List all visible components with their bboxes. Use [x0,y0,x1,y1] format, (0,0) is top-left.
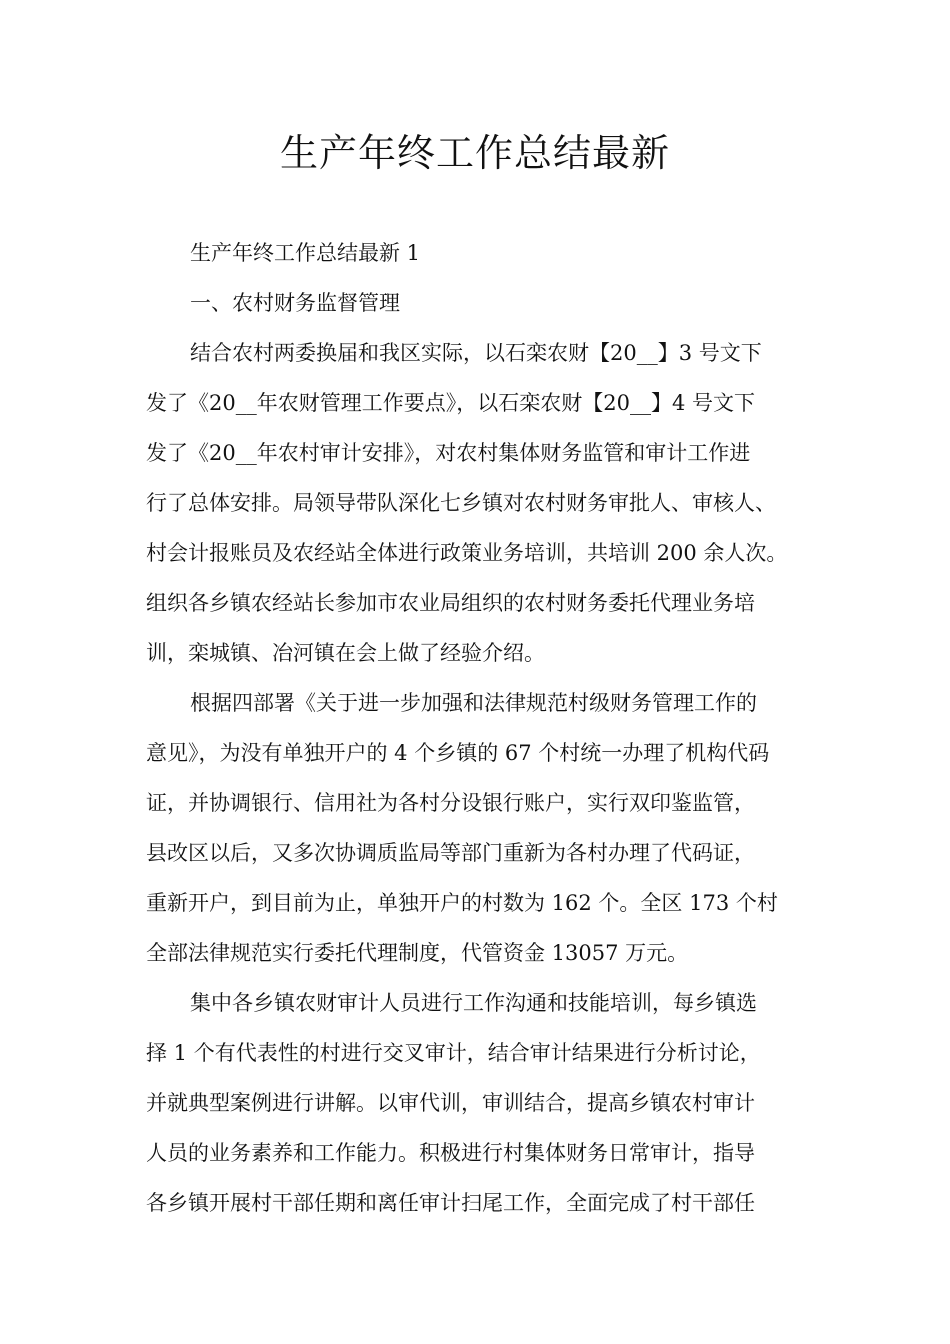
paragraph-line: 全部法律规范实行委托代理制度，代管资金 13057 万元。 [146,941,689,965]
paragraph-line: 结合农村两委换届和我区实际，以石栾农财【20__】3 号文下 [190,341,762,365]
paragraph-line: 集中各乡镇农财审计人员进行工作沟通和技能培训，每乡镇选 [190,991,757,1015]
paragraph-line: 根据四部署《关于进一步加强和法律规范村级财务管理工作的 [190,691,757,715]
paragraph-line: 行了总体安排。局领导带队深化七乡镇对农村财务审批人、审核人、 [146,491,776,515]
document-title: 生产年终工作总结最新 [279,131,670,175]
paragraph-line: 证，并协调银行、信用社为各村分设银行账户，实行双印鉴监管， [146,791,755,815]
paragraph [146,678,816,978]
document-body [146,228,816,1228]
paragraph-line: 组织各乡镇农经站长参加市农业局组织的农村财务委托代理业务培 [146,591,755,615]
paragraph-line: 村会计报账员及农经站全体进行政策业务培训，共培训 200 余人次。 [146,541,788,565]
paragraph-line: 县改区以后，又多次协调质监局等部门重新为各村办理了代码证， [146,841,755,865]
paragraph-line: 各乡镇开展村干部任期和离任审计扫尾工作，全面完成了村干部任 [146,1191,755,1215]
paragraph-line: 择 1 个有代表性的村进行交叉审计，结合审计结果进行分析讨论， [146,1041,761,1065]
paragraph [146,978,816,1228]
paragraph-line: 发了《20__年农村审计安排》，对农村集体财务监管和审计工作进 [146,441,751,465]
paragraph-line: 发了《20__年农财管理工作要点》，以石栾农财【20__】4 号文下 [146,391,755,415]
paragraph-line: 意见》，为没有单独开户的 4 个乡镇的 67 个村统一办理了机构代码 [146,741,770,765]
document-subtitle: 生产年终工作总结最新 1 [190,241,421,265]
paragraph [146,328,816,678]
paragraph-line: 人员的业务素养和工作能力。积极进行村集体财务日常审计，指导 [146,1141,755,1165]
paragraph-line: 训，栾城镇、冶河镇在会上做了经验介绍。 [146,641,545,665]
section-heading: 一、农村财务监督管理 [190,291,400,315]
paragraph-line: 重新开户，到目前为止，单独开户的村数为 162 个。全区 173 个村 [146,891,778,915]
paragraph-line: 并就典型案例进行讲解。以审代训，审训结合，提高乡镇农村审计 [146,1091,755,1115]
